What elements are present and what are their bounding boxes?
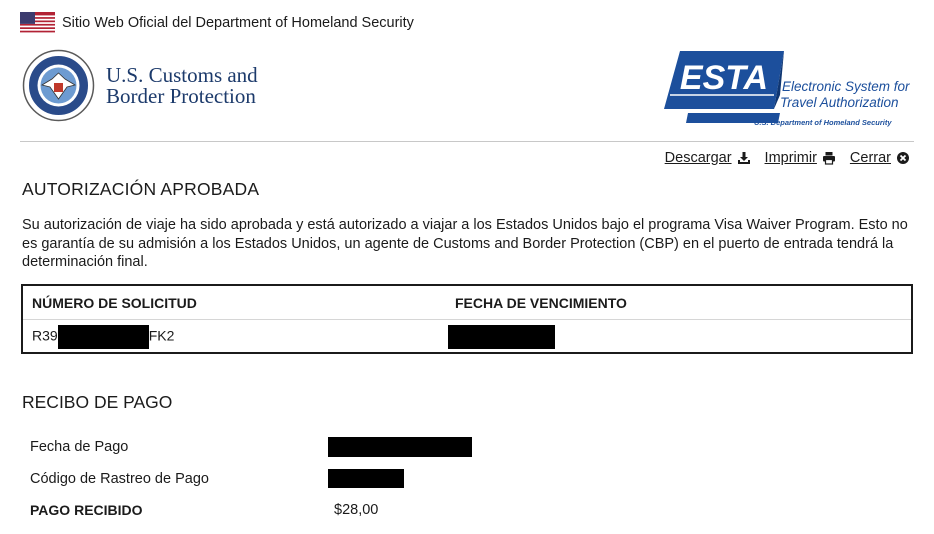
close-icon bbox=[896, 151, 910, 165]
header-divider bbox=[20, 141, 914, 142]
expiration-date-cell bbox=[455, 325, 911, 349]
tracking-code-label: Código de Rastreo de Pago bbox=[30, 470, 209, 487]
expiration-date-header: FECHA DE VENCIMIENTO bbox=[455, 294, 627, 311]
us-flag-icon bbox=[20, 12, 55, 34]
dhs-seal-icon bbox=[22, 49, 95, 122]
gov-banner-text: Sitio Web Oficial del Department of Homeland Security bbox=[62, 15, 414, 31]
close-label: Cerrar bbox=[849, 150, 891, 166]
redaction-bar bbox=[448, 325, 555, 349]
cbp-name bbox=[106, 62, 258, 108]
table-header-row bbox=[23, 286, 911, 320]
gov-banner bbox=[20, 12, 414, 34]
esta-sub: U.S. Department of Homeland Security bbox=[754, 118, 892, 127]
payment-received-label: PAGO RECIBIDO bbox=[30, 502, 143, 518]
redaction-bar bbox=[328, 469, 404, 488]
application-number-header: NÚMERO DE SOLICITUD bbox=[32, 294, 197, 311]
esta-tagline-2: Travel Authorization bbox=[780, 95, 899, 110]
application-number-prefix: R39 bbox=[32, 327, 58, 344]
tracking-code-row bbox=[30, 469, 630, 488]
download-icon bbox=[737, 151, 751, 165]
cbp-logo[interactable] bbox=[22, 49, 258, 122]
esta-tagline-1: Electronic System for bbox=[782, 79, 910, 94]
cbp-name-line1: U.S. Customs and bbox=[106, 62, 258, 87]
application-table bbox=[21, 284, 913, 354]
payment-date-label: Fecha de Pago bbox=[30, 439, 129, 455]
action-bar bbox=[665, 150, 910, 166]
payment-date-row bbox=[30, 437, 630, 457]
table-row bbox=[23, 320, 911, 353]
close-link[interactable] bbox=[850, 150, 910, 166]
approval-description: Su autorización de viaje ha sido aprobada y está autorizado a viajar a los Estados Unidos bajo el programa Visa Waiver Program. Esto no es garantía de su admisión a los Estados Unidos, un agente de Customs and Border Protection (CBP) en el puerto de entrada tendrá la determinación final. bbox=[22, 217, 908, 270]
redaction-bar bbox=[58, 325, 149, 349]
application-number-suffix: FK2 bbox=[148, 327, 175, 344]
download-label: Descargar bbox=[664, 150, 732, 166]
esta-logo-text: ESTA bbox=[679, 59, 769, 97]
cbp-name-line2: Border Protection bbox=[106, 83, 256, 108]
payment-received-value: $28,00 bbox=[334, 502, 379, 518]
application-number-cell bbox=[23, 325, 455, 349]
esta-logo[interactable] bbox=[662, 49, 916, 129]
receipt-title: RECIBO DE PAGO bbox=[22, 392, 173, 412]
redaction-bar bbox=[328, 437, 472, 457]
payment-received-row bbox=[30, 502, 630, 518]
print-icon bbox=[822, 151, 836, 165]
page-title: AUTORIZACIÓN APROBADA bbox=[22, 179, 260, 199]
print-link[interactable] bbox=[765, 150, 836, 166]
print-label: Imprimir bbox=[764, 150, 817, 166]
download-link[interactable] bbox=[665, 150, 751, 166]
